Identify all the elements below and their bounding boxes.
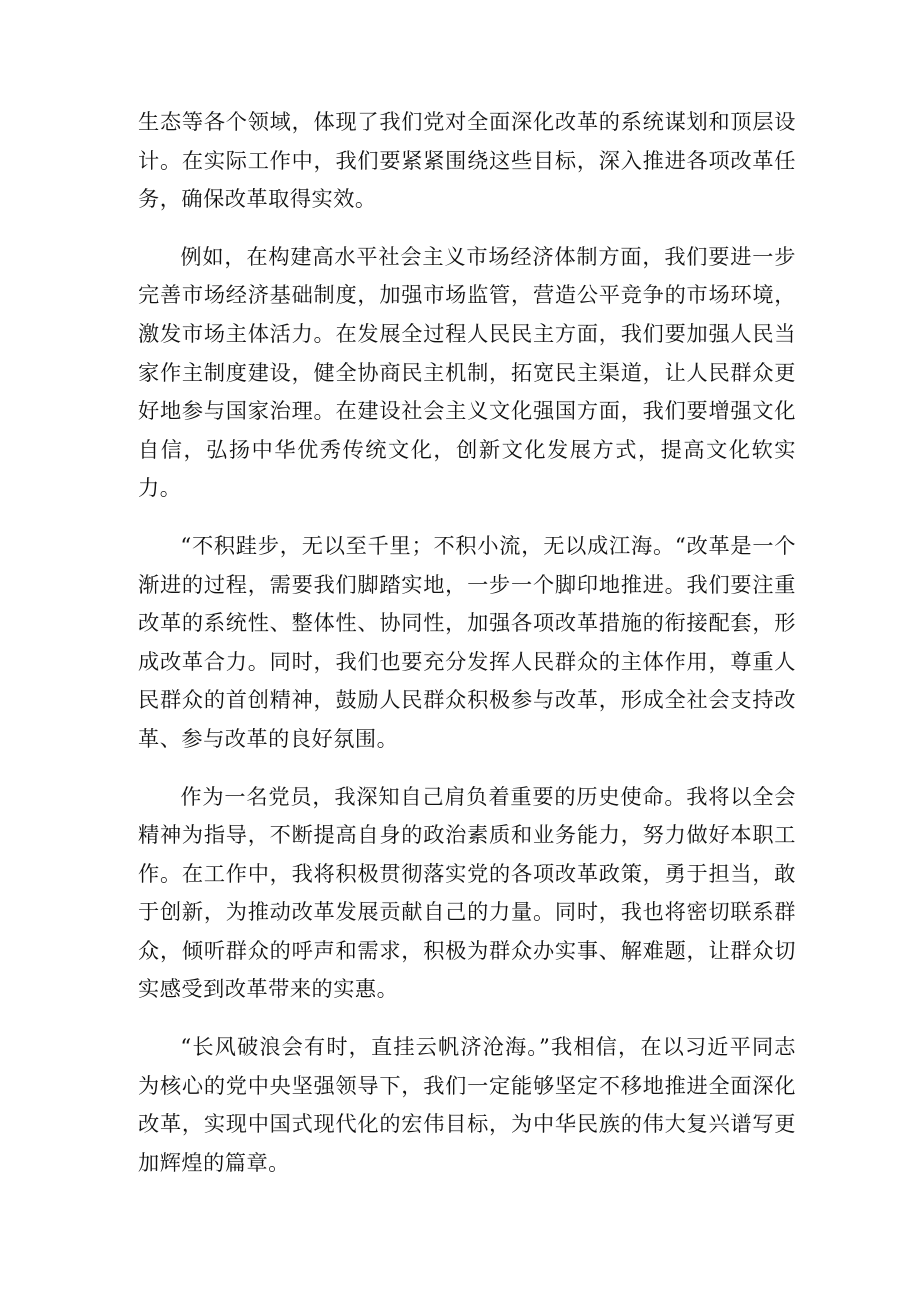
document-body: [138, 103, 796, 1201]
paragraph-market-economy: 例如，在构建高水平社会主义市场经济体制方面，我们要进一步完善市场经济基础制度，加强市场监管，营造公平竞争的市场环境，激发市场主体活力。在发展全过程人民民主方面，我们要加强人民当家作主制度建设，健全协商民主机制，拓宽民主渠道，让人民群众更好地参与国家治理。在建设社会主义文化强国方面，我们要增强文化自信，弘扬中华优秀传统文化，创新文化发展方式，提高文化软实力。: [138, 243, 796, 501]
paragraph-party-member: 作为一名党员，我深知自己肩负着重要的历史使命。我将以全会精神为指导，不断提高自身的政治素质和业务能力，努力做好本职工作。在工作中，我将积极贯彻落实党的各项改革政策，勇于担当，敢于创新，为推动改革发展贡献自己的力量。同时，我也将密切联系群众，倾听群众的呼声和需求，积极为群众办实事、解难题，让群众切实感受到改革带来的实惠。: [138, 783, 796, 1002]
paragraph-continuation: 生态等各个领域，体现了我们党对全面深化改革的系统谋划和顶层设计。在实际工作中，我们要紧紧围绕这些目标，深入推进各项改革任务，确保改革取得实效。: [138, 109, 796, 212]
paragraph-gradual-reform: “不积跬步，无以至千里；不积小流，无以成江海。“改革是一个渐进的过程，需要我们脚踏实地，一步一个脚印地推进。我们要注重改革的系统性、整体性、协同性，加强各项改革措施的衔接配套，形成改革合力。同时，我们也要充分发挥人民群众的主体作用，尊重人民群众的首创精神，鼓励人民群众积极参与改革，形成全社会支持改革、参与改革的良好氛围。: [138, 532, 796, 751]
paragraph-conclusion: “长风破浪会有时，直挂云帆济沧海。”我相信，在以习近平同志为核心的党中央坚强领导下，我们一定能够坚定不移地推进全面深化改革，实现中国式现代化的宏伟目标，为中华民族的伟大复兴谱写更加辉煌的篇章。: [138, 1034, 796, 1175]
